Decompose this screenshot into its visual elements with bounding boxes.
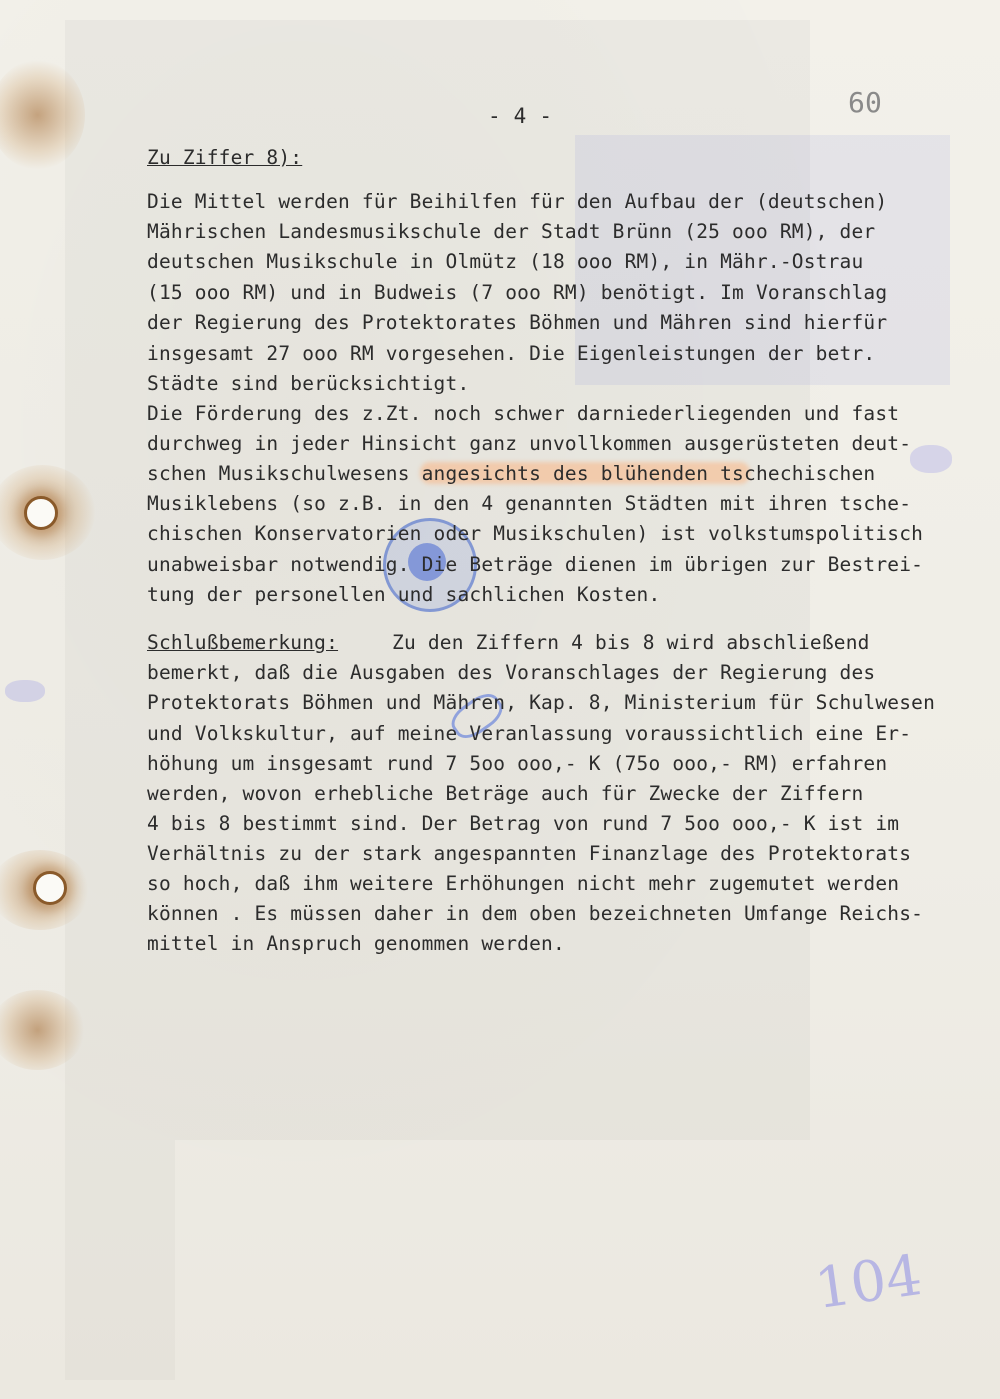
text-line: Mährischen Landesmusikschule der Stadt Brünn (25 ooo RM), der [147,220,876,243]
text-line: höhung um insgesamt rund 7 5oo ooo,- K (75o ooo,- RM) erfahren [147,752,888,775]
punch-hole-2 [33,871,67,905]
folio-number: 60 [848,86,883,119]
copy-shadow-lower [65,1140,175,1380]
text-line: so hoch, daß ihm weitere Erhöhungen nicht mehr zugemutet werden [147,872,900,895]
text-line: schen Musikschulwesens angesichts des blühenden tschechischen [147,462,876,485]
section-heading-ziffer-8: Zu Ziffer 8): [147,146,303,169]
text-line: insgesamt 27 ooo RM vorgesehen. Die Eigenleistungen der betr. [147,342,876,365]
text-line: der Regierung des Protektorates Böhmen und Mähren sind hierfür [147,311,888,334]
text-line: unabweisbar notwendig. Die Beträge dienen im übrigen zur Bestrei- [147,553,924,576]
text-line: werden, wovon erhebliche Beträge auch für Zwecke der Ziffern [147,782,864,805]
text-line: Die Mittel werden für Beihilfen für den Aufbau der (deutschen) [147,190,888,213]
text-line: Zu den Ziffern 4 bis 8 wird abschließend [392,631,870,654]
text-line: Städte sind berücksichtigt. [147,372,470,395]
page-number: - 4 - [488,104,553,128]
text-line: Musiklebens (so z.B. in den 4 genannten Städten mit ihren tsche- [147,492,912,515]
violet-smudge-2 [5,680,45,702]
text-line: können . Es müssen daher in dem oben bezeichneten Umfange Reichs- [147,902,924,925]
handwritten-number: 104 [810,1242,926,1323]
text-line: (15 ooo RM) und in Budweis (7 ooo RM) benötigt. Im Voranschlag [147,281,888,304]
text-line: durchweg in jeder Hinsicht ganz unvollkommen ausgerüsteten deut- [147,432,912,455]
violet-smudge-1 [910,445,952,473]
text-line: Verhältnis zu der stark angespannten Finanzlage des Protektorats [147,842,912,865]
text-line: 4 bis 8 bestimmt sind. Der Betrag von rund 7 5oo ooo,- K ist im [147,812,900,835]
text-line: mittel in Anspruch genommen werden. [147,932,565,955]
text-line: Protektorats Böhmen und Mähren, Kap. 8, Ministerium für Schulwesen [147,691,936,714]
section-heading-schlussbemerkung: Schlußbemerkung: [147,631,339,654]
text-line: tung der personellen und sachlichen Kosten. [147,583,661,606]
text-line: deutschen Musikschule in Olmütz (18 ooo RM), in Mähr.-Ostrau [147,250,864,273]
text-line: bemerkt, daß die Ausgaben des Voranschlages der Regierung des [147,661,876,684]
text-line: Die Förderung des z.Zt. noch schwer darniederliegenden und fast [147,402,900,425]
punch-hole-1 [24,496,58,530]
text-line: chischen Konservatorien oder Musikschulen) ist volkstumspolitisch [147,522,924,545]
text-line: und Volkskultur, auf meine Veranlassung voraussichtlich eine Er- [147,722,912,745]
